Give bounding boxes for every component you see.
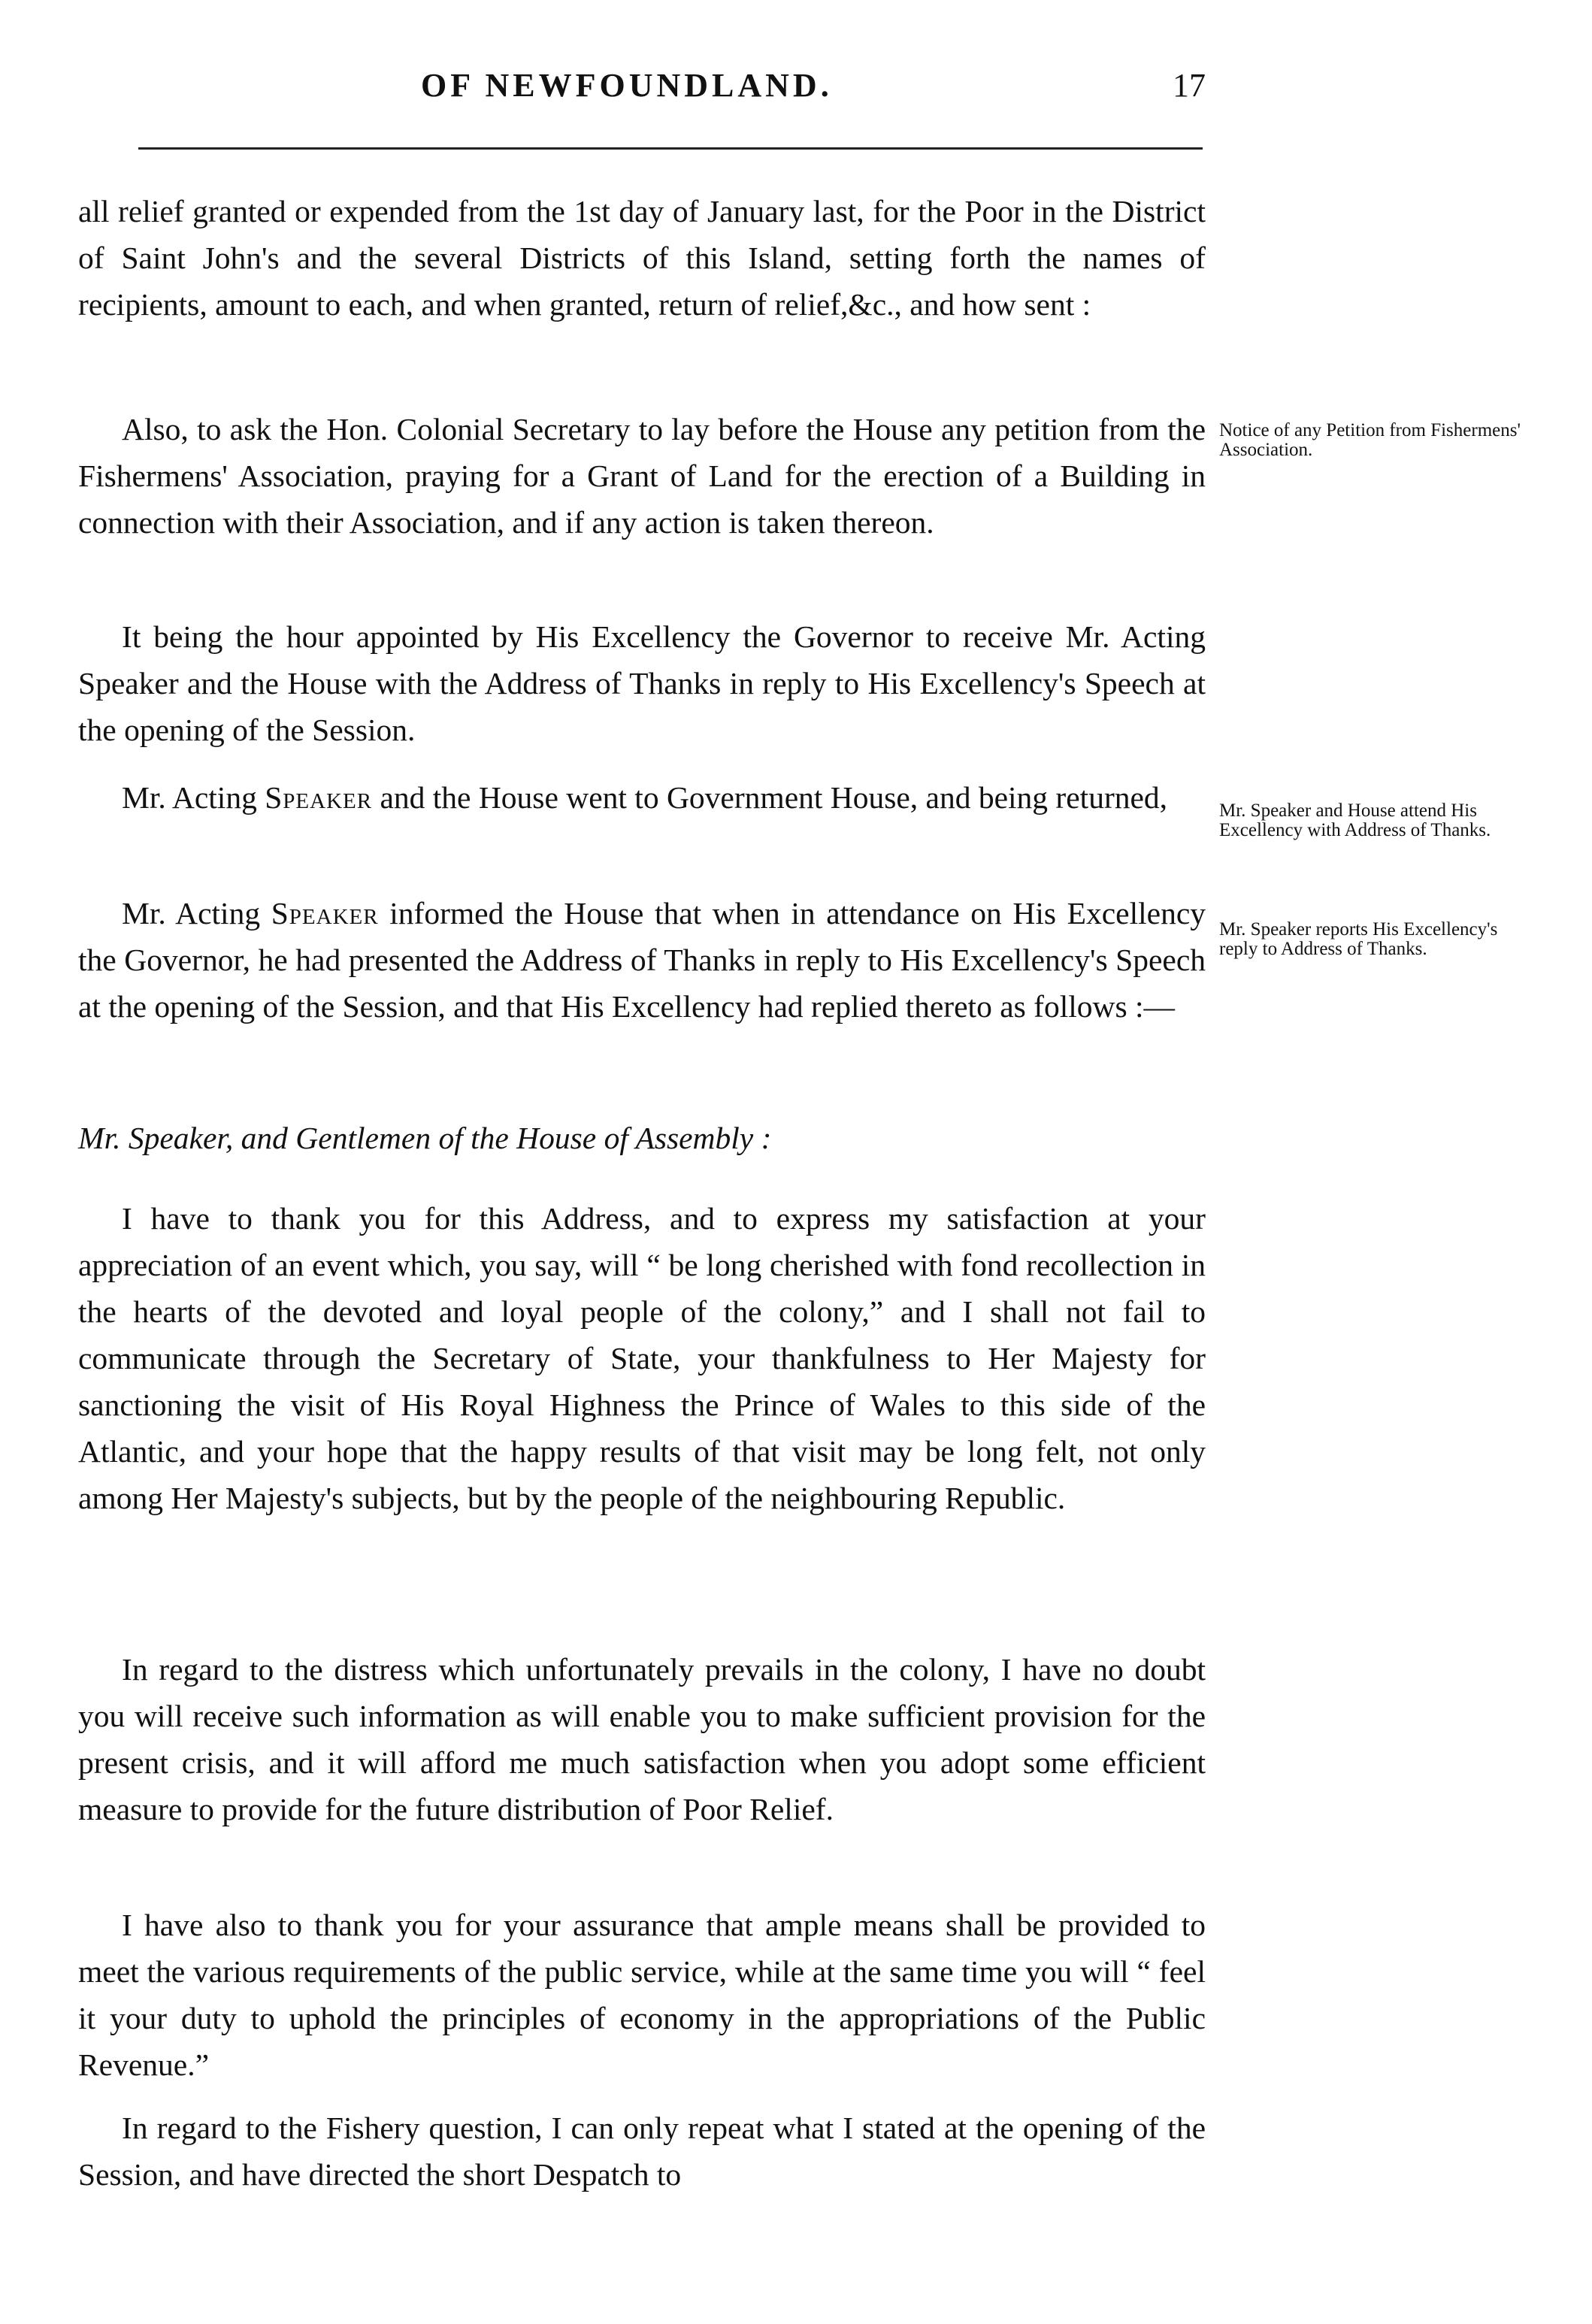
paragraph-text: In regard to the distress which unfortunately prevails in the colony, I have no doubt you will receive such information as will enable you to make sufficient provision for the present crisis, and it will afford me much satisfaction when you adopt some efficient measure to provide for the future distribution of Poor Relief.: [78, 1652, 1206, 1826]
paragraph-text: It being the hour appointed by His Excellency the Governor to receive Mr. Acting Speaker and the House with the Address of Thanks in reply to His Excellency's Speech at the opening of the Session.: [78, 619, 1206, 747]
paragraph-lead: Mr. Acting: [122, 780, 265, 815]
reply-paragraph-distress: [78, 1646, 1206, 1832]
running-title: OF NEWFOUNDLAND.: [421, 67, 833, 104]
paragraph-text: I have also to thank you for your assurance that ample means shall be provided to meet the various requirements of the public service, while at the same time you will “ feel it your duty to uphold the principles of economy in the appropriations of the Public Revenue.”: [78, 1908, 1206, 2082]
paragraph-text: I have to thank you for this Address, and to express my satisfaction at your appreciation of an event which, you say, will “ be long cherished with fond recollection in the hearts of the devoted and loyal people of the colony,” and I shall not fail to communicate through the Secretary of State, your thankfulness to Her Majesty for sanctioning the visit of His Royal Highness the Prince of Wales to this side of the Atlantic, and your hope that the happy results of that visit may be long felt, not only among Her Majesty's subjects, but by the people of the neighbouring Republic.: [78, 1201, 1206, 1515]
paragraph-petition: [78, 406, 1206, 546]
margin-note-petition: Notice of any Petition from Fishermens' Association.: [1219, 420, 1521, 460]
margin-note-attend: Mr. Speaker and House attend His Excellency with Address of Thanks.: [1219, 800, 1491, 840]
header-rule: [138, 147, 1203, 150]
paragraph-text: [78, 774, 1206, 821]
reply-paragraph-assurance: [78, 1902, 1206, 2088]
paragraph-rest: and the House went to Government House, and being returned,: [372, 780, 1168, 815]
salutation: Mr. Speaker, and Gentlemen of the House of Assembly :: [78, 1121, 772, 1155]
paragraph-speaker-informed: [78, 890, 1206, 1030]
paragraph-text: In regard to the Fishery question, I can only repeat what I stated at the opening of the Session, and have directed the short Despatch to: [78, 2111, 1206, 2192]
reply-paragraph-fishery: [78, 2105, 1206, 2198]
speaker-smallcaps: Speaker: [265, 780, 373, 815]
running-head: [0, 66, 1592, 111]
paragraph-lead: Mr. Acting: [122, 896, 271, 931]
reply-paragraph-thanks: [78, 1195, 1206, 1521]
paragraph-text: Also, to ask the Hon. Colonial Secretary to lay before the House any petition from the Fishermens' Association, praying for a Grant of Land for the erection of a Building in connection with their Association, and if any action is taken thereon.: [78, 412, 1206, 540]
margin-note-reply: Mr. Speaker reports His Excellency's reply to Address of Thanks.: [1219, 919, 1498, 959]
paragraph-continuation: [78, 188, 1206, 328]
page-number: 17: [1173, 67, 1206, 104]
paragraph-hour-appointed: [78, 613, 1206, 753]
paragraph-government-house: [78, 774, 1206, 821]
paragraph-text: all relief granted or expended from the 1st day of January last, for the Poor in the District of Saint John's and the several Districts of this Island, setting forth the names of recipients, amount to each, and when granted, return of relief,&c., and how sent :: [78, 194, 1206, 322]
paragraph-text: [78, 890, 1206, 1030]
speaker-smallcaps: Speaker: [271, 896, 379, 931]
paragraph-rest: informed the House that when in attendance on His Excellency the Governor, he had presented the Address of Thanks in reply to His Excellency's Speech at the opening of the Session, and that His Excellency had replied thereto as follows :—: [78, 896, 1206, 1024]
